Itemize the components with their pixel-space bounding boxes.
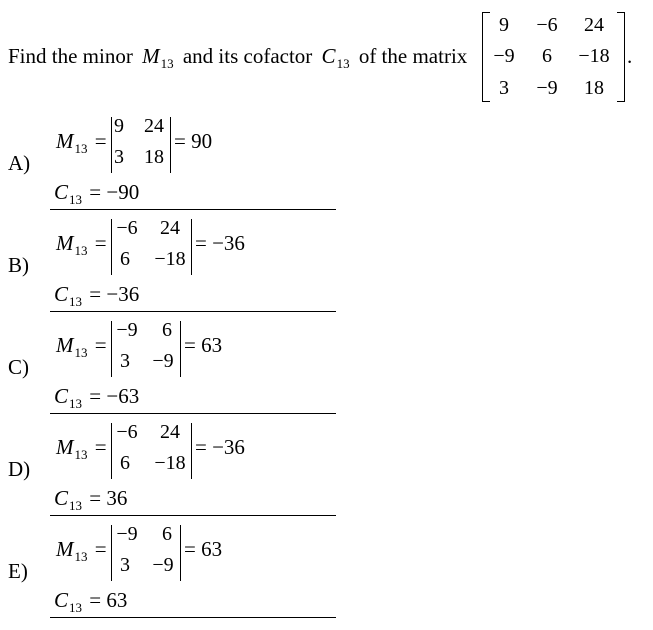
minor-expression: $M_{13}$ = — [56, 231, 107, 258]
option-separator — [50, 209, 336, 210]
question-suffix: of the matrix — [358, 44, 468, 68]
minor-expression: $M_{13}$ = — [56, 435, 107, 462]
det-cell: −9 — [152, 554, 174, 576]
question-period: . — [627, 44, 633, 68]
cofactor-expression: $C_{13} = 63$ — [54, 588, 128, 615]
det-cell: −6 — [116, 421, 138, 443]
minor-value: = −36 — [195, 435, 245, 459]
minor-value: = 63 — [184, 537, 223, 561]
cofactor-expression: $C_{13} = 36$ — [54, 486, 128, 513]
question-middle: and its cofactor — [182, 44, 313, 68]
det-cell: 6 — [120, 248, 130, 270]
matrix-cell: 6 — [542, 45, 552, 67]
det-cell: 18 — [144, 146, 164, 168]
minor-value: = 90 — [174, 129, 213, 153]
matrix-right-bracket — [617, 12, 625, 102]
minor-value: = 63 — [184, 333, 223, 357]
det-cell: 6 — [162, 319, 172, 341]
option-label: D) — [8, 457, 31, 481]
cofactor-symbol: C — [321, 44, 336, 68]
question-text — [8, 44, 467, 69]
matrix-cell: −9 — [493, 45, 515, 67]
determinant-right-bar — [180, 525, 181, 581]
matrix-cell: −9 — [536, 77, 558, 99]
determinant-right-bar — [191, 423, 192, 479]
cofactor-expression: $C_{13} = -90$ — [54, 180, 140, 207]
minor-value: = −36 — [195, 231, 245, 255]
matrix-cell: 18 — [584, 77, 604, 99]
minor-expression: $M_{13}$ = — [56, 129, 107, 156]
question-prefix: Find the minor — [8, 44, 133, 68]
option-separator — [50, 515, 336, 516]
det-cell: 9 — [114, 115, 124, 137]
cofactor-subscript: 13 — [336, 56, 350, 71]
det-cell: −9 — [116, 319, 138, 341]
det-cell: 6 — [162, 523, 172, 545]
det-cell: −9 — [116, 523, 138, 545]
matrix-cell: −18 — [578, 45, 610, 67]
minor-subscript: 13 — [160, 56, 174, 71]
option-separator — [50, 413, 336, 414]
det-cell: −18 — [154, 248, 186, 270]
determinant-right-bar — [170, 117, 171, 173]
option-label: B) — [8, 253, 29, 277]
minor-expression: $M_{13}$ = — [56, 333, 107, 360]
minor-symbol: M — [142, 44, 160, 68]
det-cell: 3 — [114, 146, 124, 168]
option-label: A) — [8, 151, 31, 175]
determinant-right-bar — [191, 219, 192, 275]
det-cell: −6 — [116, 217, 138, 239]
option-label: E) — [8, 559, 28, 583]
cofactor-expression: $C_{13} = -63$ — [54, 384, 140, 411]
cofactor-expression: $C_{13} = -36$ — [54, 282, 140, 309]
det-cell: 3 — [120, 554, 130, 576]
det-cell: 24 — [160, 421, 180, 443]
matrix-cell: 24 — [584, 14, 604, 36]
det-cell: 24 — [160, 217, 180, 239]
det-cell: −18 — [154, 452, 186, 474]
determinant-right-bar — [180, 321, 181, 377]
det-cell: 24 — [144, 115, 164, 137]
option-separator — [50, 617, 336, 618]
matrix-cell: 9 — [499, 14, 509, 36]
matrix-cell: 3 — [499, 77, 509, 99]
det-cell: 6 — [120, 452, 130, 474]
option-label: C) — [8, 355, 29, 379]
det-cell: 3 — [120, 350, 130, 372]
option-separator — [50, 311, 336, 312]
matrix-cell: −6 — [536, 14, 558, 36]
minor-expression: $M_{13}$ = — [56, 537, 107, 564]
det-cell: −9 — [152, 350, 174, 372]
